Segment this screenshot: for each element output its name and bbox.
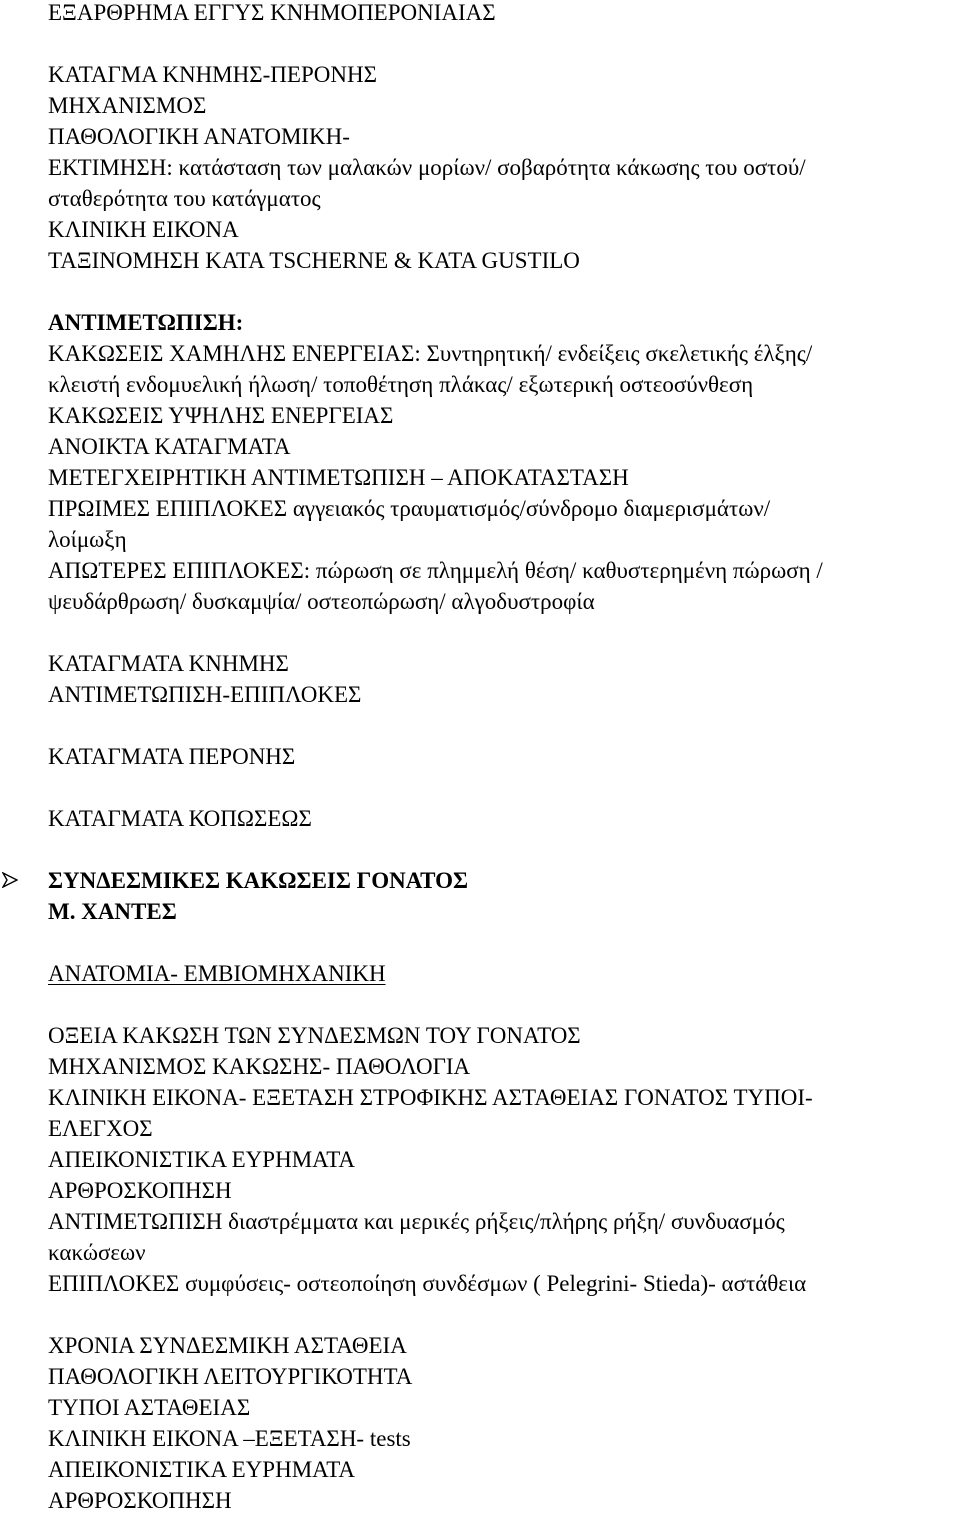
doc-line: ΚΛΙΝΙΚΗ ΕΙΚΟΝΑ	[48, 217, 239, 242]
doc-line: κλειστή ενδομυελική ήλωση/ τοποθέτηση πλάκας/ εξωτερική οστεοσύνθεση	[48, 372, 754, 397]
doc-line: ΑΠΩΤΕΡΕΣ ΕΠΙΠΛΟΚΕΣ: πώρωση σε πλημμελή θέση/ καθυστερημένη πώρωση /	[48, 558, 823, 583]
doc-line: κακώσεων	[48, 1240, 146, 1265]
doc-line: ΚΑΚΩΣΕΙΣ ΥΨΗΛΗΣ ΕΝΕΡΓΕΙΑΣ	[48, 403, 394, 428]
document-body	[48, 0, 960, 1516]
doc-line: ΚΑΚΩΣΕΙΣ ΧΑΜΗΛΗΣ ΕΝΕΡΓΕΙΑΣ: Συντηρητική/ ενδείξεις σκελετικής έλξης/	[48, 341, 813, 366]
doc-line: ΕΠΙΠΛΟΚΕΣ συμφύσεις- οστεοποίηση συνδέσμων ( Pelegrini- Stieda)- αστάθεια	[48, 1271, 807, 1296]
doc-line: ΑΝΤΙΜΕΤΩΠΙΣΗ διαστρέμματα και μερικές ρήξεις/πλήρης ρήξη/ συνδυασμός	[48, 1209, 785, 1234]
doc-line: ΜΗΧΑΝΙΣΜΟΣ ΚΑΚΩΣΗΣ- ΠΑΘΟΛΟΓΙΑ	[48, 1054, 471, 1079]
doc-line: ψευδάρθρωση/ δυσκαμψία/ οστεοπώρωση/ αλγοδυστροφία	[48, 589, 595, 614]
section-heading: ΑΝΤΙΜΕΤΩΠΙΣΗ:	[48, 310, 244, 335]
doc-line: ΤΥΠΟΙ ΑΣΤΑΘΕΙΑΣ	[48, 1395, 251, 1420]
doc-line: ΠΑΘΟΛΟΓΙΚΗ ΛΕΙΤΟΥΡΓΙΚΟΤΗΤΑ	[48, 1364, 413, 1389]
doc-line: ΚΛΙΝΙΚΗ ΕΙΚΟΝΑ- ΕΞΕΤΑΣΗ ΣΤΡΟΦΙΚΗΣ ΑΣΤΑΘΕΙΑΣ ΓΟΝΑΤΟΣ ΤΥΠΟΙ-	[48, 1085, 813, 1110]
doc-line: ΑΡΘΡΟΣΚΟΠΗΣΗ	[48, 1178, 232, 1203]
doc-line: ΤΑΞΙΝΟΜΗΣΗ ΚΑΤΑ TSCHERNE & ΚΑΤΑ GUSTILO	[48, 248, 580, 273]
bullet-heading	[48, 865, 960, 896]
doc-line: ΑΝΤΙΜΕΤΩΠΙΣΗ-ΕΠΙΠΛΟΚΕΣ	[48, 682, 362, 707]
doc-line: ΧΡΟΝΙΑ ΣΥΝΔΕΣΜΙΚΗ ΑΣΤΑΘΕΙΑ	[48, 1333, 407, 1358]
doc-line: ΚΑΤΑΓΜΑ ΚΝΗΜΗΣ-ΠΕΡΟΝΗΣ	[48, 62, 377, 87]
doc-line: ΠΑΘΟΛΟΓΙΚΗ ΑΝΑΤΟΜΙΚΗ-	[48, 124, 350, 149]
doc-line: ΕΛΕΓΧΟΣ	[48, 1116, 153, 1141]
doc-line: ΠΡΩΙΜΕΣ ΕΠΙΠΛΟΚΕΣ αγγειακός τραυματισμός/σύνδρομο διαμερισμάτων/	[48, 496, 771, 521]
underlined-heading	[48, 958, 960, 989]
underlined-heading-text: ΑΝΑΤΟΜΙΑ- ΕΜΒΙΟΜΗΧΑΝΙΚΗ	[48, 961, 386, 986]
doc-line: ΑΠΕΙΚΟΝΙΣΤΙΚΑ ΕΥΡΗΜΑΤΑ	[48, 1147, 356, 1172]
doc-line: ΟΞΕΙΑ ΚΑΚΩΣΗ ΤΩΝ ΣΥΝΔΕΣΜΩΝ ΤΟΥ ΓΟΝΑΤΟΣ	[48, 1023, 581, 1048]
doc-line: ΑΠΕΙΚΟΝΙΣΤΙΚΑ ΕΥΡΗΜΑΤΑ	[48, 1457, 356, 1482]
spacer	[48, 772, 960, 803]
spacer	[48, 617, 960, 648]
doc-line: ΜΕΤΕΓΧΕΙΡΗΤΙΚΗ ΑΝΤΙΜΕΤΩΠΙΣΗ – ΑΠΟΚΑΤΑΣΤΑΣΗ	[48, 465, 629, 490]
doc-line: ΑΡΘΡΟΣΚΟΠΗΣΗ	[48, 1488, 232, 1513]
doc-line: ΑΝΟΙΚΤΑ ΚΑΤΑΓΜΑΤΑ	[48, 434, 291, 459]
spacer	[48, 1299, 960, 1330]
spacer	[48, 28, 960, 59]
doc-line: ΕΞΑΡΘΡΗΜΑ ΕΓΓΥΣ ΚΝΗΜΟΠΕΡΟΝΙΑΙΑΣ	[48, 0, 496, 25]
spacer	[48, 927, 960, 958]
author-name: Μ. ΧΑΝΤΕΣ	[48, 899, 177, 924]
doc-line: λοίμωξη	[48, 527, 127, 552]
doc-line: ΚΑΤΑΓΜΑΤΑ ΠΕΡΟΝΗΣ	[48, 744, 296, 769]
doc-line: ΕΚΤΙΜΗΣΗ: κατάσταση των μαλακών μορίων/ σοβαρότητα κάκωσης του οστού/	[48, 155, 806, 180]
spacer	[48, 834, 960, 865]
doc-line: ΚΑΤΑΓΜΑΤΑ ΚΝΗΜΗΣ	[48, 651, 289, 676]
doc-line: ΜΗΧΑΝΙΣΜΟΣ	[48, 93, 207, 118]
doc-line: σταθερότητα του κατάγματος	[48, 186, 321, 211]
doc-line: ΚΑΤΑΓΜΑΤΑ ΚΟΠΩΣΕΩΣ	[48, 806, 312, 831]
spacer	[48, 989, 960, 1020]
doc-line: ΚΛΙΝΙΚΗ ΕΙΚΟΝΑ –ΕΞΕΤΑΣΗ- tests	[48, 1426, 411, 1451]
bullet-heading-text: ΣΥΝΔΕΣΜΙΚΕΣ ΚΑΚΩΣΕΙΣ ΓΟΝΑΤΟΣ	[48, 868, 469, 893]
spacer	[48, 276, 960, 307]
spacer	[48, 710, 960, 741]
arrowhead-bullet-icon	[2, 865, 22, 896]
